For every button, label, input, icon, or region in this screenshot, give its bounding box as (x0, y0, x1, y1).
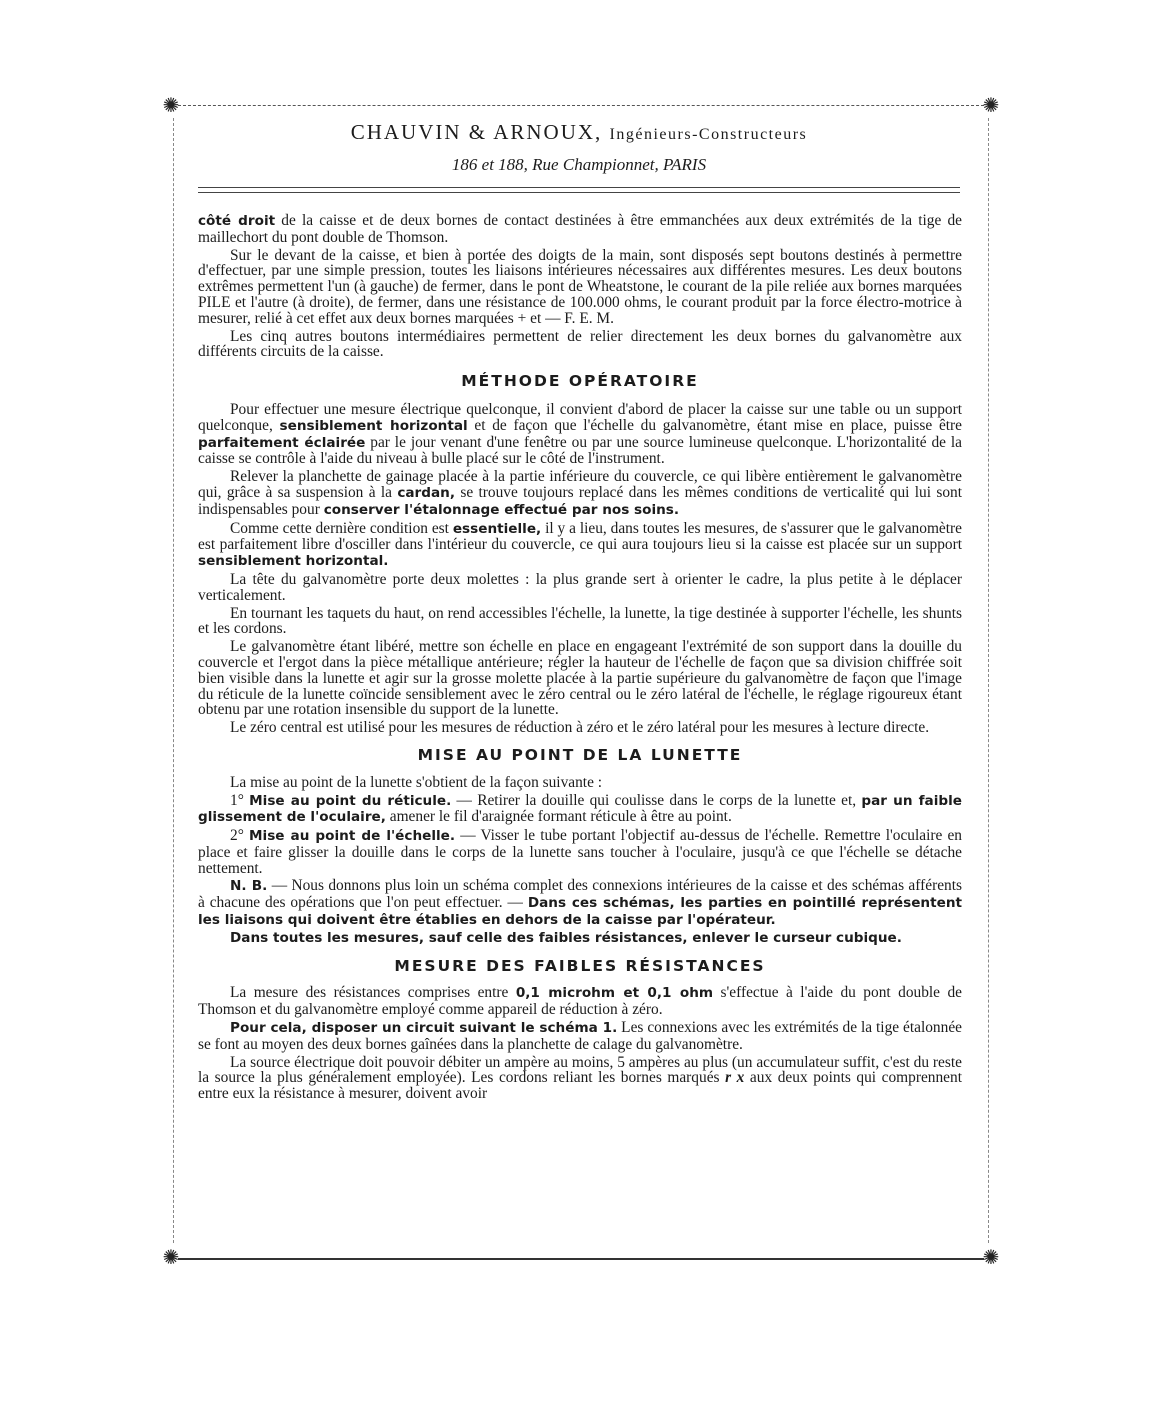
company-name: CHAUVIN & ARNOUX, (350, 120, 603, 144)
paragraph: La tête du galvanomètre porte deux molettes : la plus grande sert à orienter le cadre, la plus petite à le déplacer verticalement. (198, 570, 962, 604)
paragraph (198, 402, 962, 467)
paragraph (198, 469, 962, 518)
corner-ornament-icon: ✺ (982, 1245, 1000, 1269)
bold-text: sensiblement horizontal. (198, 553, 389, 570)
section-heading: MESURE DES FAIBLES RÉSISTANCES (394, 956, 766, 975)
paragraph (198, 793, 962, 827)
paragraph: Sur le devant de la caisse, et bien à portée des doigts de la main, sont disposés sept boutons destinés à permettre d'effectuer, par une simple pression, toutes les liaisons intérieures nécessaires aux différentes mesures. Les deux boutons extrêmes permettent l'un (à gauche) de fermer, dans le pont de Wheatstone, le courant de la pile reliée aux bornes marquées PILE et l'autre (à droite), de fermer, dans une résistance de 100.000 ohms, le courant produit par la force électro-motrice à mesurer, relié à cet effet aux deux bornes marquées + et — F. E. M. (198, 246, 962, 327)
company-address: 186 et 188, Rue Championnet, PARIS (451, 155, 707, 174)
item-number: 1° (230, 791, 244, 809)
bold-text: par un faible glissement de l'oculaire, (198, 792, 962, 826)
bold-text: Mise au point de l'échelle. (249, 828, 456, 845)
bold-text: N. B. (230, 878, 268, 895)
page-header (198, 118, 960, 175)
right-border (988, 118, 989, 1243)
paragraph (198, 985, 962, 1018)
text: — Retirer la douille qui coulisse dans le corps de la lunette et, (451, 791, 862, 809)
corner-ornament-icon: ✺ (162, 93, 180, 117)
section-heading: MÉTHODE OPÉRATOIRE (461, 372, 699, 391)
paragraph: La mise au point de la lunette s'obtient de la façon suivante : (230, 773, 603, 791)
text: s'effectue à l'aide du pont double de Thomson et du galvanomètre employé comme appareil de réduction à zéro. (198, 984, 963, 1019)
paragraph (198, 878, 962, 928)
section-heading: MISE AU POINT DE LA LUNETTE (417, 745, 743, 764)
bold-text: 0,1 microhm et 0,1 ohm (515, 985, 714, 1002)
text: aux deux points qui comprennent entre eux la résistance à mesurer, doivent avoir (198, 1069, 962, 1103)
bold-text: conserver l'étalonnage effectué par nos soins. (323, 501, 680, 518)
text: La mesure des résistances comprises entre (230, 984, 516, 1002)
bold-text: Dans ces schémas, les parties en pointillé représentent les liaisons qui doivent être établies en dehors de la caisse par l'opérateur. (198, 895, 962, 929)
text: amener le fil d'araignée formant réticule à être au point. (385, 808, 732, 826)
text: — Visser le tube portant l'objectif au-dessus de l'échelle. Remettre l'oculaire en place et faire glisser la douille dans le corps de la lunette sans toucher à l'oculaire, jusqu'à ce que l'échelle se détache nettement. (198, 827, 962, 877)
corner-ornament-icon: ✺ (162, 1245, 180, 1269)
text: il y a lieu, dans toutes les mesures, de s'assurer que le galvanomètre est parfaitement libre d'osciller dans l'intérieur du couvercle, ce qui aura toujours lieu si la caisse est placée sur un support (198, 519, 962, 554)
text: Comme cette dernière condition est (230, 519, 453, 537)
paragraph (198, 521, 962, 570)
paragraph: Le zéro central est utilisé pour les mesures de réduction à zéro et le zéro latéral pour les mesures à lecture directe. (230, 719, 930, 737)
left-border (173, 118, 174, 1243)
company-heading (198, 120, 960, 145)
text: par le jour venant d'une fenêtre ou par une source lumineuse quelconque. L'horizontalité de la caisse se contrôle à l'aide du niveau à bulle placé sur le côté de l'instrument. (198, 433, 963, 468)
page-body (198, 213, 962, 1104)
header-rule (198, 187, 960, 193)
paragraph (198, 828, 962, 876)
bold-text: essentielle, (452, 520, 542, 537)
top-border (178, 105, 984, 106)
bold-text: Pour cela, disposer un circuit suivant le schéma 1. (230, 1020, 618, 1037)
text: Relever la planchette de gainage placée à la partie inférieure du couvercle, ce qui libère entièrement le galvanomètre qui, grâce à sa suspension à la (198, 468, 962, 501)
text: se trouve toujours replacé dans les mêmes conditions de verticalité qui lui sont indispensables pour (198, 483, 962, 518)
bold-text: parfaitement éclairée (198, 434, 366, 451)
text: Pour effectuer une mesure électrique quelconque, il convient d'abord de placer la caisse sur une table ou un support quelconque, (198, 400, 962, 434)
paragraph (198, 1055, 962, 1102)
text: de la caisse et de deux bornes de contact destinées à être emmanchées aux deux extrémités de la tige de maillechort du pont double de Thomson. (198, 212, 962, 246)
text: et de façon que l'échelle du galvanomètre, étant mise en place, puisse être (467, 416, 963, 434)
company-profession: Ingénieurs-Constructeurs (609, 126, 808, 143)
paragraph: Le galvanomètre étant libéré, mettre son échelle en place en engageant l'extrémité de son support dans la douille du couvercle et l'ergot dans la pièce métallique antérieure; régler la hauteur de l'échelle de façon que sa division chiffrée soit bien visible dans la lunette et agir sur la grosse molette placée à la partie supérieure du galvanomètre de façon que l'image du réticule de la lunette coïncide sensiblement avec le zéro central ou le zéro latéral de l'échelle, le réglage rigoureux étant obtenu par une rotation insensible du support de la lunette. (198, 638, 962, 719)
bold-text: côté droit (198, 213, 276, 229)
paragraph: En tournant les taquets du haut, on rend accessibles l'échelle, la lunette, la tige destinée à supporter l'échelle, les shunts et les cordons. (198, 604, 962, 638)
paragraph: Dans toutes les mesures, sauf celle des faibles résistances, enlever le curseur cubique. (230, 929, 902, 946)
text: Les connexions avec les extrémités de la tige étalonnée se font au moyen des deux bornes gaînées dans la planchette de calage du galvanomètre. (198, 1019, 962, 1053)
text: — Nous donnons plus loin un schéma complet des connexions intérieures de la caisse et des schémas afférents à chacune des opérations que l'on peut effectuer. — (198, 877, 962, 912)
italic-text: r x (725, 1069, 745, 1087)
bottom-border (178, 1258, 984, 1260)
corner-ornament-icon: ✺ (982, 93, 1000, 117)
item-number: 2° (230, 827, 244, 845)
paragraph (198, 213, 962, 246)
bold-text: sensiblement horizontal (279, 417, 468, 434)
bold-text: cardan, (397, 484, 455, 501)
paragraph (198, 1020, 962, 1053)
bold-text: Mise au point du réticule. (249, 792, 452, 809)
paragraph: Les cinq autres boutons intermédiaires permettent de relier directement les deux bornes du galvanomètre aux différents circuits de la caisse. (198, 327, 962, 361)
text: La source électrique doit pouvoir débiter un ampère au moins, 5 ampères au plus (un accumulateur suffit, c'est du reste la source la plus généralement employée). Les cordons reliant les bornes marqués (198, 1053, 962, 1087)
